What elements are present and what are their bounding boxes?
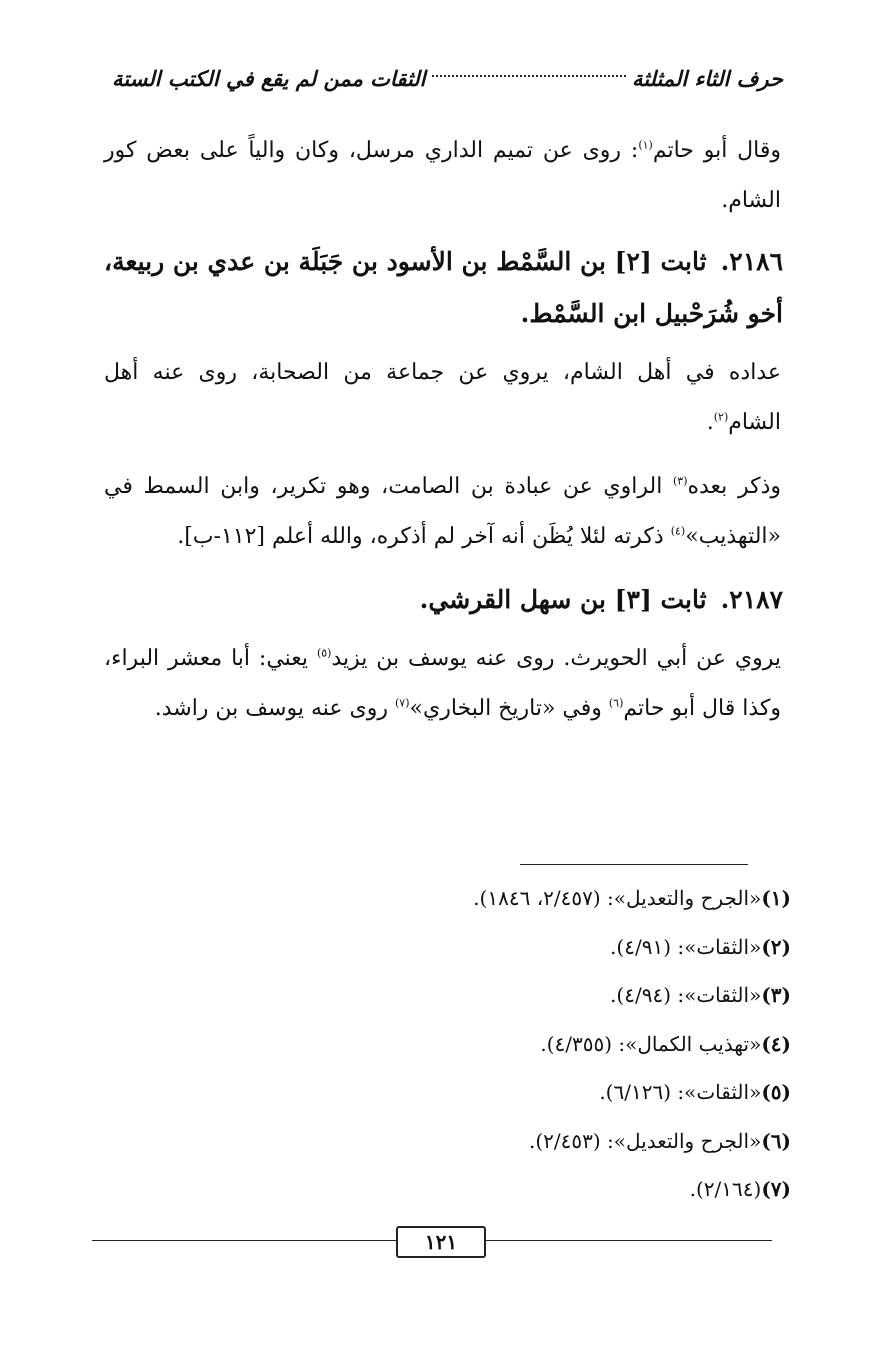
footnote-ref: (٤) — [670, 524, 686, 538]
paragraph-3 — [104, 462, 781, 562]
entry-number: ٢١٨٦. — [720, 247, 783, 276]
paragraph-text: الراوي عن عبادة بن الصامت، وهو تكرير، وابن السمط في «التهذيب» — [104, 474, 781, 549]
header-book-title: الثقات ممن لم يقع في الكتب الستة — [112, 66, 426, 91]
paragraph-text: عداده في أهل الشام، يروي عن جماعة من الصحابة، روى عنه أهل الشام — [104, 360, 781, 435]
footnote: (٦)«الجرح والتعديل»: (٢/٤٥٣). — [528, 1128, 791, 1153]
page-number: ١٢١ — [396, 1226, 486, 1258]
paragraph-text: وقال أبو حاتم — [652, 138, 781, 163]
footnote: (٤)«تهذيب الكمال»: (٤/٣٥٥). — [540, 1031, 791, 1056]
paragraph-text: يروي عن أبي الحويرث. روى عنه يوسف بن يزيد — [331, 646, 781, 671]
header-dots — [432, 75, 626, 77]
footnote: (١)«الجرح والتعديل»: (٢/٤٥٧، ١٨٤٦). — [473, 886, 791, 910]
paragraph-text: يعني: أبا معشر البراء، وكذا قال أبو حاتم — [104, 646, 781, 721]
header-chapter: حرف الثاء المثلثة — [631, 66, 783, 91]
footnote: (٢)«الثقات»: (٤/٩١). — [610, 934, 791, 959]
entry-heading: ثابت [٢] بن السَّمْط بن الأسود بن جَبَلَة بن عدي بن ربيعة، أخو شُرَحْبيل ابن السَّمْط. — [104, 247, 783, 328]
footnote-separator — [520, 864, 748, 865]
paragraph-text: وذكر بعده — [687, 474, 781, 499]
paragraph-text: وفي «تاريخ البخاري» — [409, 696, 609, 721]
footnote-ref: (٣) — [672, 474, 688, 488]
footnote: (٣)«الثقات»: (٤/٩٤). — [610, 983, 791, 1007]
footnotes — [380, 874, 791, 1214]
entry-2187 — [104, 574, 783, 626]
footnote: (٧)(٢/١٦٤). — [689, 1177, 791, 1201]
footnote-ref: (٦) — [608, 696, 624, 710]
running-header — [112, 66, 783, 91]
footnote-ref: (٧) — [395, 696, 410, 710]
entry-heading: ثابت [٣] بن سهل القرشي. — [419, 585, 707, 614]
footnote: (٥)«الثقات»: (٦/١٢٦). — [599, 1080, 791, 1104]
paragraph-1 — [104, 126, 781, 226]
footnote-ref: (١) — [638, 138, 653, 152]
paragraph-text: . — [706, 410, 714, 435]
paragraph-2 — [104, 348, 781, 448]
paragraph-text: ذكرته لئلا يُظَن أنه آخر لم أذكره، والله أعلم [١١٢-ب]. — [177, 524, 671, 549]
entry-2186 — [104, 236, 783, 340]
footnote-ref: (٢) — [713, 410, 729, 424]
paragraph-text: روى عنه يوسف بن راشد. — [154, 696, 395, 721]
paragraph-4 — [104, 634, 781, 734]
footnote-ref: (٥) — [316, 646, 332, 660]
paragraph-text: : روى عن تميم الداري مرسل، وكان والياً على بعض كور الشام. — [104, 138, 781, 213]
entry-number: ٢١٨٧. — [720, 585, 783, 614]
